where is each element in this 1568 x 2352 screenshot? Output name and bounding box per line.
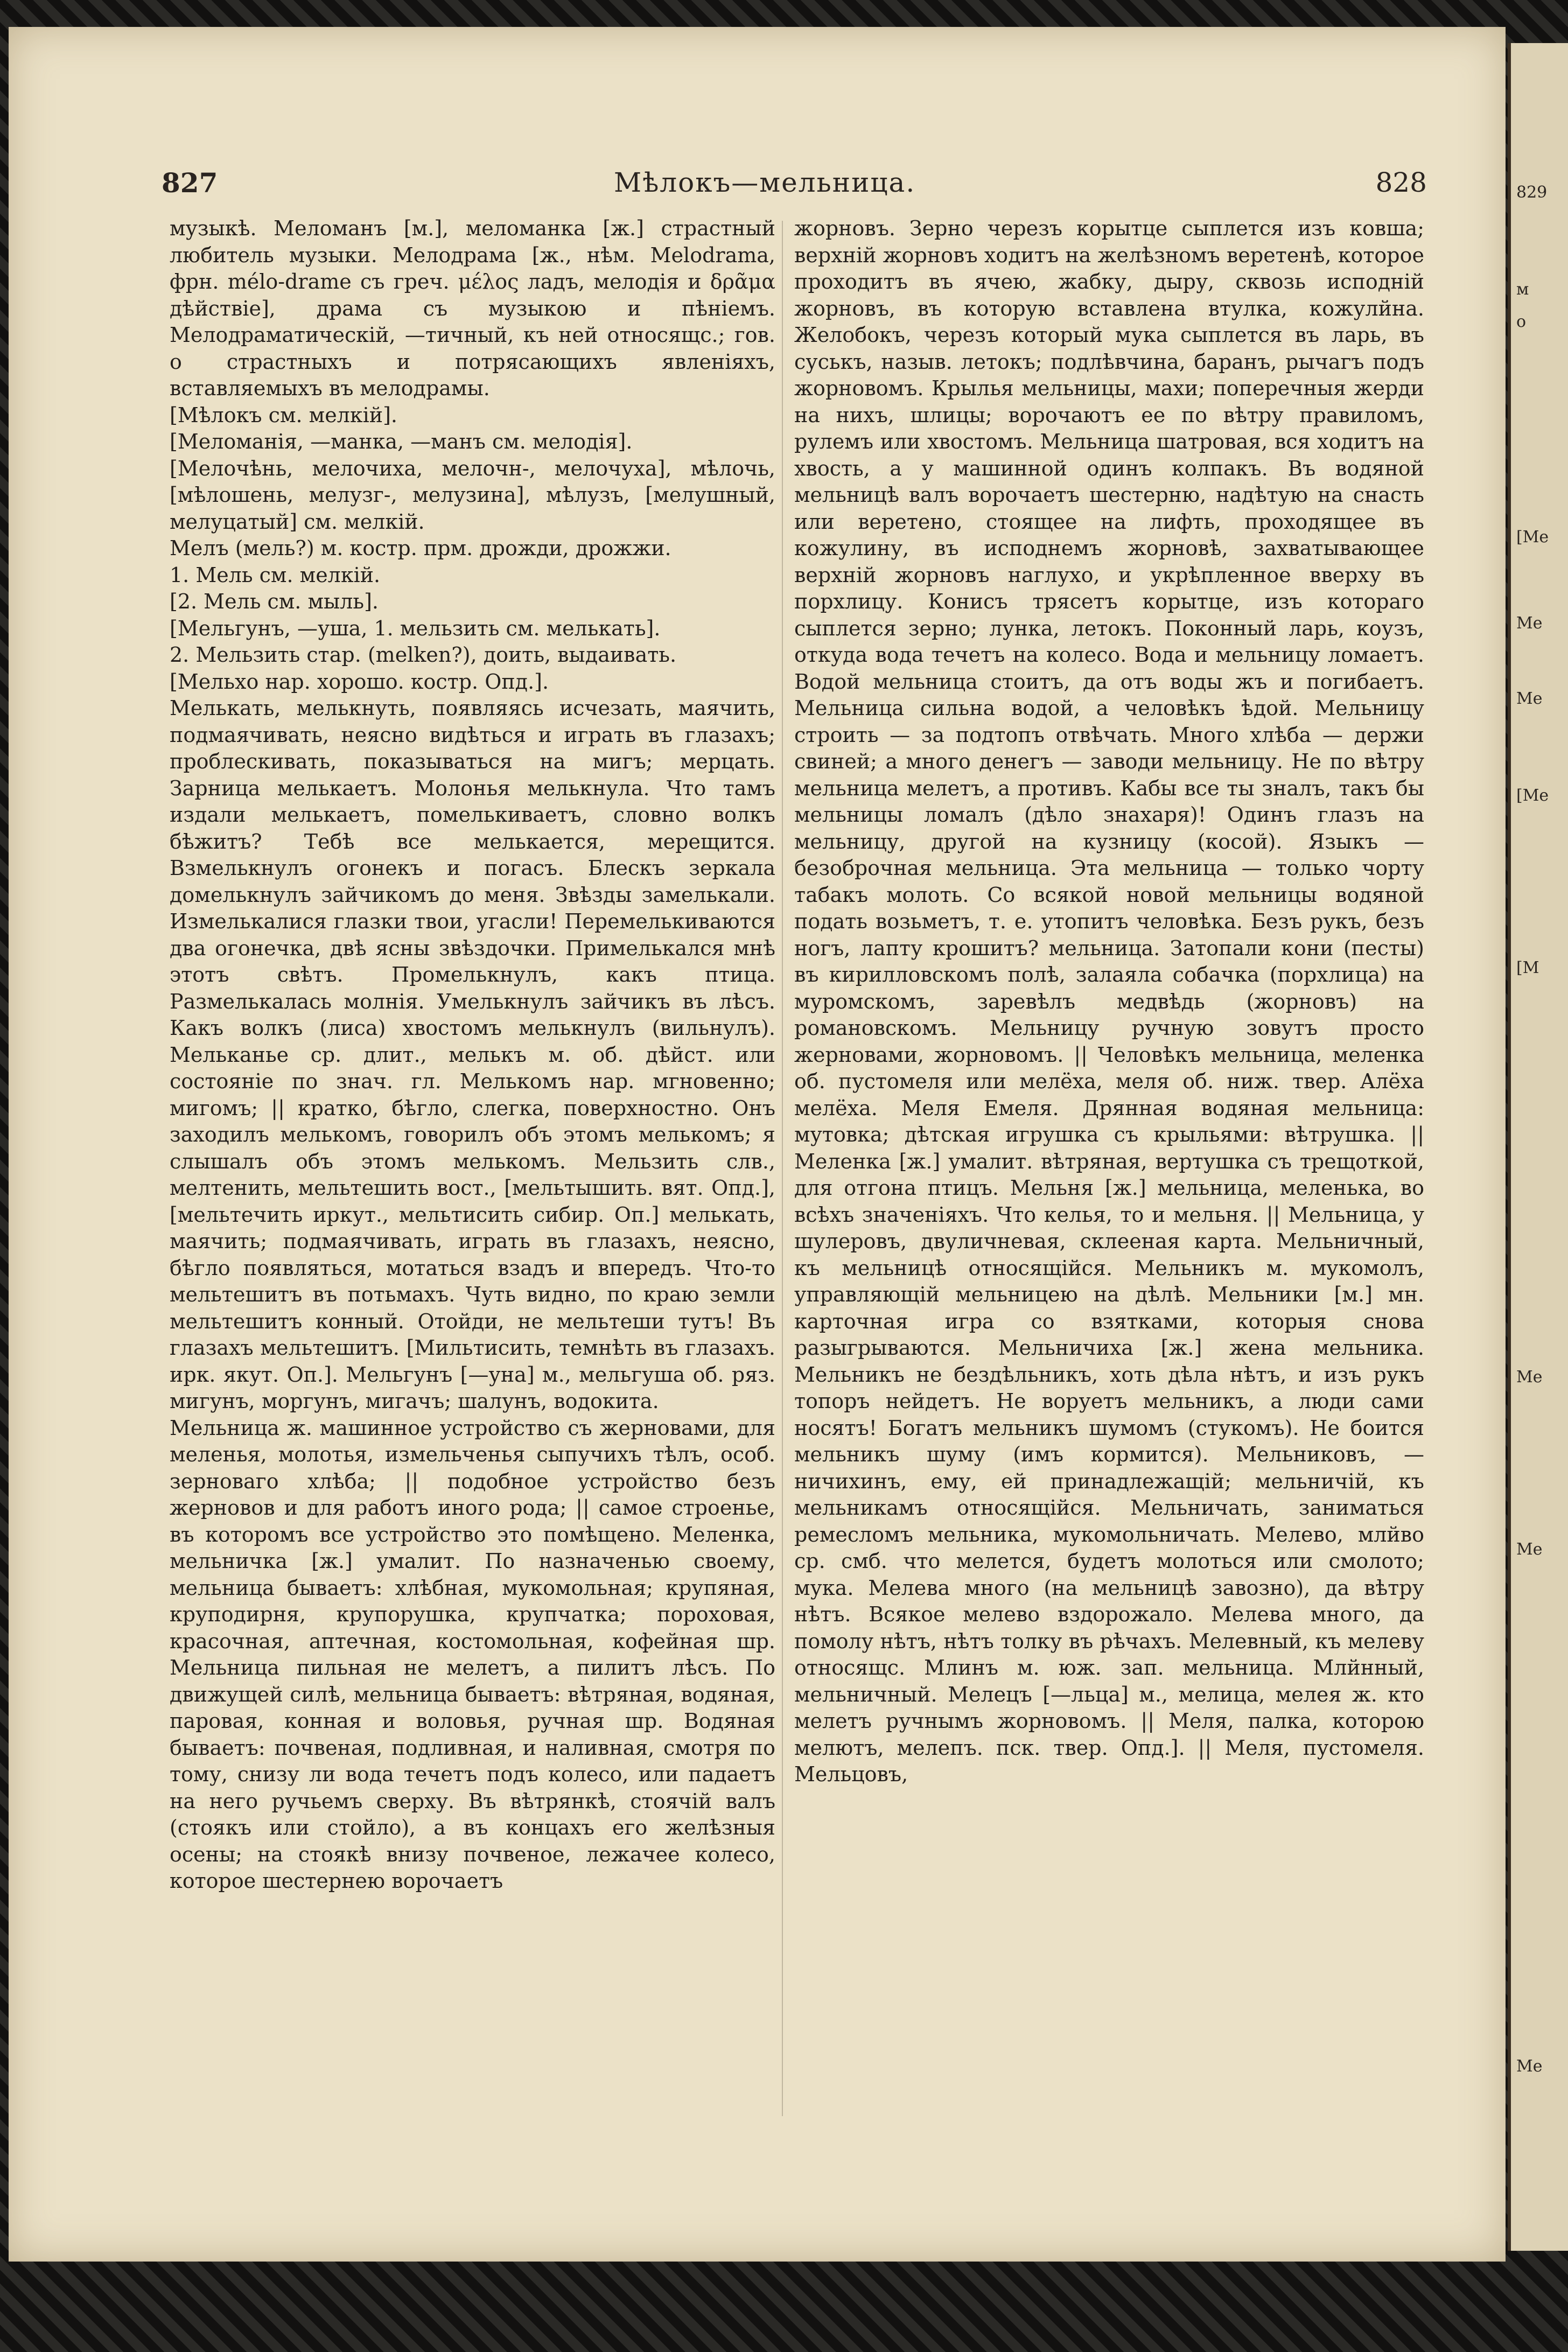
column-divider [782, 221, 783, 2116]
adjacent-page-fragment: Ме [1516, 614, 1543, 633]
adjacent-page-fragment: Ме [1516, 2057, 1543, 2076]
adjacent-page-fragment: [Ме [1516, 528, 1549, 547]
entry: музыкѣ. Меломанъ [м.], меломанка [ж.] страстный любитель музыки. Мелодрама [ж., нѣм. Melodrama, фрн. mélo-drame съ греч. μέλος ладъ, мелодія и δρᾶμα дѣйствіе], драма съ музыкою и пѣніемъ. Мелодраматическій, —тичный, къ ней относящс.; гов. о страстныхъ и потрясающихъ явленіяхъ, вставляемыхъ въ мелодрамы. [170, 216, 775, 400]
adjacent-page-fragment: [М [1516, 958, 1539, 977]
entry: жорновъ. Зерно черезъ корытце сыплется изъ ковша; верхній жорновъ ходитъ на желѣзномъ веретенѣ, которое проходитъ въ ячею, жабку, дыру, сквозь исподній жорновъ, въ которую вставлена втулка, кожулйна. Желобокъ, черезъ который мука сыплется въ ларь, въ суськъ, назыв. летокъ; подлѣвчина, баранъ, рычагъ подъ жорновомъ. Крылья мельницы, махи; поперечныя жерди на нихъ, шлицы; ворочаютъ ее по вѣтру правиломъ, рулемъ или хвостомъ. Мельница шатровая, вся ходитъ на хвость, а у машинной одинъ колпакъ. Въ водяной мельницѣ валъ ворочаетъ шестерню, надѣтую на снасть или веретено, стоящее на лифть, проходящее въ кожулину, въ исподнемъ жорновѣ, захватывающее верхній жорновъ наглухо, и укрѣпленное вверху въ порхлицу. Конисъ трясетъ корытце, изъ котораго сыплется зерно; лунка, летокъ. Поконный ларь, коузъ, откуда вода течетъ на колесо. Вода и мельницу ломаетъ. Водой мельница стоитъ, да отъ воды жъ и погибаетъ. Мельница сильна водой, а человѣкъ ѣдой. Мельницу строить — за подтопъ отвѣчать. Много хлѣба — держи свиней; а много денегъ — заводи мельницу. Не по вѣтру мельница мелетъ, а противъ. Кабы все ты зналъ, такъ бы мельницы ломалъ (дѣло знахаря)! Одинъ глазъ на мельницу, другой на кузницу (косой). Языкъ — безоброчная мельница. Эта мельница — только чорту табакъ молоть. Со всякой новой мельницы водяной подать возьметъ, т. е. утопитъ человѣка. Безъ рукъ, безъ ногъ, лапту крошитъ? мельница. Затопали кони (песты) въ кирилловскомъ полѣ, залаяла собачка (порхлица) на муромскомъ, заревѣлъ медвѣдь (жорновъ) на романовскомъ. Мельницу ручную зовутъ просто жерновами, жорновомъ. || Человѣкъ мельница, меленка об. пустомеля или мелёха, меля об. ниж. твер. Алёха мелёха. Меля Емеля. Дрянная водяная мельница: мутовка; дѣтская игрушка съ крыльями: вѣтрушка. || Меленка [ж.] умалит. вѣтряная, вертушка съ трещоткой, для отгона птицъ. Мельня [ж.] мельница, меленька, во всѣхъ значеніяхъ. Что келья, то и мельня. || Мельница, у шулеровъ, двуличневая, склееная карта. Мельничный, къ мельницѣ относящійся. Мельникъ м. мукомолъ, управляющій мельницею на дѣлѣ. Мельники [м.] мн. карточная игра со взятками, которыя снова разыгрываются. Мельничиха [ж.] жена мельника. Мельникъ не бездѣльникъ, хоть дѣла нѣтъ, и изъ рукъ топоръ нейдетъ. Не воруетъ мельникъ, а люди сами носятъ! Богатъ мельникъ шумомъ (стукомъ). Не боится мельникъ шуму (имъ кормится). Мельниковъ, —ничихинъ, ему, ей принадлежащій; мельничій, къ мельникамъ относящійся. Мельничать, заниматься ремесломъ мельника, мукомольничать. Мелево, млйво ср. смб. что мелется, будетъ молоться или смолото; мука. Мелева много (на мельницѣ завозно), да вѣтру нѣтъ. Всякое мелево вздорожало. Мелева много, да помолу нѣтъ, нѣтъ толку въ рѣчахъ. Мелевный, къ мелеву относящс. Млинъ м. юж. зап. мельница. Млйнный, мельничный. Мелецъ [—льца] м., мелица, мелея ж. кто мелетъ ручнымъ жорновомъ. || Меля, палка, которою мелютъ, мелепъ. пск. твер. Опд.]. || Меля, пустомеля. Мельцовъ, [794, 216, 1424, 1786]
entry: 1. Мель см. мелкій. [170, 563, 381, 587]
entry: [2. Мель см. мыль]. [170, 590, 379, 613]
entry: Мелъ (мель?) м. костр. прм. дрожди, дрожжи. [170, 536, 671, 560]
adjacent-page-fragment: [Ме [1516, 786, 1549, 805]
entry: [Мельгунъ, —уша, 1. мельзить см. мелькать]. [170, 616, 661, 640]
entry: Мельница ж. машинное устройство съ жерновами, для меленья, молотья, измельченья сыпучихъ тѣлъ, особ. зерноваго хлѣба; || подобное устройство безъ жерновов и для работъ иного рода; || самое строенье, въ которомъ все устройство это помѣщено. Меленка, мельничка [ж.] умалит. По назначенью своему, мельница бываетъ: хлѣбная, мукомольная; крупяная, круподирня, крупорушка, крупчатка; пороховая, красочная, аптечная, костомольная, кофейная шр. Мельница пильная не мелетъ, а пилитъ лѣсъ. По движущей силѣ, мельница бываетъ: вѣтряная, водяная, паровая, конная и воловья, ручная шр. Водяная бываетъ: почвеная, подливная, и наливная, смотря по тому, снизу ли вода течетъ подъ колесо, или падаетъ на него ручьемъ сверху. Въ вѣтрянкѣ, стоячій валъ (стоякъ или стойло), а въ концахъ его желѣзныя осены; на стоякѣ внизу почвеное, лежачее колесо, которое шестернею ворочаетъ [170, 1416, 775, 1893]
entry: [Мелочѣнь, мелочиха, мелочн-, мелочуха], мѣлочь, [мѣлошень, мелузг-, мелузина], мѣлузъ, [мелушный, мелуцатый] см. мелкій. [170, 456, 775, 534]
entry: Мелькать, мелькнуть, появляясь исчезать, маячить, подмаячивать, неясно видѣться и играть въ глазахъ; проблескивать, показываться на мигъ; мерцать. Зарница мелькаетъ. Молонья мелькнула. Что тамъ издали мелькаетъ, помелькиваетъ, словно волкъ бѣжитъ? Тебѣ все мелькается, мерещится. Взмелькнулъ огонекъ и погасъ. Блескъ зеркала домелькнулъ зайчикомъ до меня. Звѣзды замелькали. Измелькалися глазки твои, угасли! Перемелькиваются два огонечка, двѣ ясны звѣздочки. Примелькался мнѣ этотъ свѣтъ. Промелькнулъ, какъ птица. Размелькалась молнія. Умелькнулъ зайчикъ въ лѣсъ. Какъ волкъ (лиса) хвостомъ мелькнулъ (вильнулъ). Мельканье ср. длит., мелькъ м. об. дѣйст. или состояніе по знач. гл. Мелькомъ нар. мгновенно; мигомъ; || кратко, бѣгло, слегка, поверхностно. Онъ заходилъ мелькомъ, говорилъ объ этомъ мелькомъ; я слышалъ объ этомъ мелькомъ. Мельзить слв., мелтенить, мельтешить вост., [мельтышить. вят. Опд.], [мельтечить иркут., мельтисить сибир. Оп.] мелькать, маячить; подмаячивать, играть въ глазахъ, неясно, бѣгло появляться, мотаться взадъ и впередъ. Что-то мельтешитъ въ потьмахъ. Чуть видно, по краю земли мельтешитъ конный. Отойди, не мельтеши тутъ! Въ глазахъ мельтешитъ. [Мильтисить, темнѣть въ глазахъ. ирк. якут. Оп.]. Мельгунъ [—уна] м., мельгуша об. ряз. мигунъ, моргунъ, мигачъ; шалунъ, водокита. [170, 696, 775, 1413]
left-column [170, 215, 775, 1895]
entry: [Меломанія, —манка, —манъ см. мелодія]. [170, 430, 633, 453]
adjacent-page-fragment: м [1516, 280, 1529, 299]
right-page-number: 828 [1375, 167, 1427, 198]
left-page-number: 827 [162, 167, 218, 199]
entry: [Мельхо нар. хорошо. костр. Опд.]. [170, 669, 549, 694]
entry: [Мѣлокъ см. мелкій]. [170, 403, 397, 427]
adjacent-page-fragment: 829 [1516, 183, 1548, 202]
adjacent-page-fragment: Ме [1516, 1540, 1543, 1559]
adjacent-page-fragment: Ме [1516, 1368, 1543, 1387]
entry: 2. Мельзить стар. (melken?), доить, выдаивать. [170, 643, 677, 667]
adjacent-page-fragment: Ме [1516, 689, 1543, 708]
adjacent-page-fragment: о [1516, 312, 1527, 331]
page-header [162, 162, 1427, 205]
adjacent-page-edge [1508, 43, 1568, 2251]
right-column [794, 215, 1424, 1788]
running-title: Мѣлокъ—мельница. [614, 167, 916, 198]
